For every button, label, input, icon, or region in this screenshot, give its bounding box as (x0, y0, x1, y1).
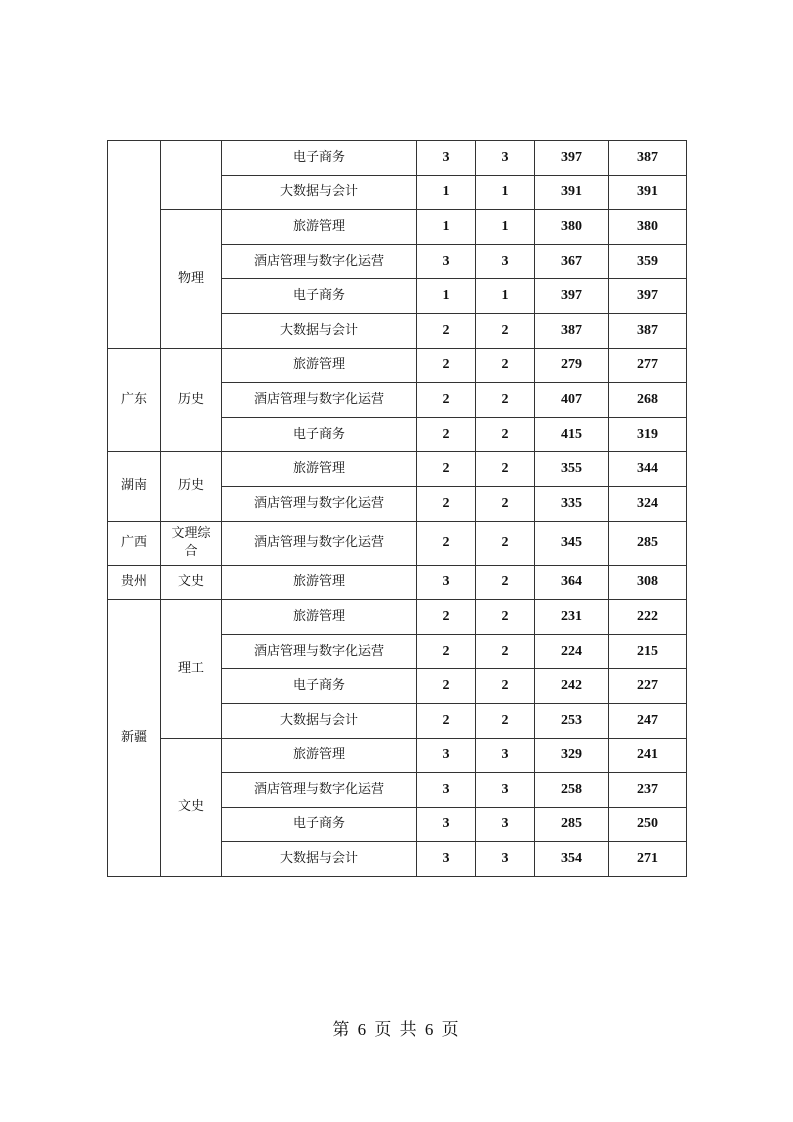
table-row (108, 521, 687, 565)
major-cell: 电子商务 (222, 417, 417, 452)
table-row (108, 452, 687, 487)
major-cell: 电子商务 (222, 669, 417, 704)
max-score-cell: 354 (535, 842, 609, 877)
admitted-count-cell: 3 (476, 738, 535, 773)
subject-cell: 历史 (161, 452, 222, 521)
plan-count-cell: 3 (417, 141, 476, 176)
province-cell: 广东 (108, 348, 161, 452)
admitted-count-cell: 2 (476, 383, 535, 418)
max-score-cell: 387 (535, 313, 609, 348)
table-row (108, 738, 687, 773)
max-score-cell: 415 (535, 417, 609, 452)
plan-count-cell: 2 (417, 383, 476, 418)
major-cell: 酒店管理与数字化运营 (222, 244, 417, 279)
subject-cell: 文史 (161, 565, 222, 600)
major-cell: 电子商务 (222, 279, 417, 314)
major-cell: 电子商务 (222, 141, 417, 176)
admitted-count-cell: 2 (476, 313, 535, 348)
max-score-cell: 380 (535, 210, 609, 245)
min-score-cell: 285 (609, 521, 687, 565)
admitted-count-cell: 2 (476, 669, 535, 704)
admitted-count-cell: 3 (476, 842, 535, 877)
plan-count-cell: 2 (417, 669, 476, 704)
min-score-cell: 308 (609, 565, 687, 600)
admitted-count-cell: 3 (476, 141, 535, 176)
admitted-count-cell: 2 (476, 348, 535, 383)
major-cell: 旅游管理 (222, 348, 417, 383)
major-cell: 大数据与会计 (222, 175, 417, 210)
subject-cell: 文理综合 (161, 521, 222, 565)
major-cell: 旅游管理 (222, 565, 417, 600)
province-cell: 湖南 (108, 452, 161, 521)
max-score-cell: 231 (535, 600, 609, 635)
plan-count-cell: 1 (417, 210, 476, 245)
plan-count-cell: 3 (417, 244, 476, 279)
major-cell: 酒店管理与数字化运营 (222, 773, 417, 808)
plan-count-cell: 3 (417, 807, 476, 842)
min-score-cell: 380 (609, 210, 687, 245)
admitted-count-cell: 2 (476, 521, 535, 565)
major-cell: 酒店管理与数字化运营 (222, 486, 417, 521)
admitted-count-cell: 2 (476, 600, 535, 635)
min-score-cell: 391 (609, 175, 687, 210)
admitted-count-cell: 1 (476, 279, 535, 314)
table-row (108, 141, 687, 176)
min-score-cell: 397 (609, 279, 687, 314)
max-score-cell: 224 (535, 634, 609, 669)
admitted-count-cell: 3 (476, 773, 535, 808)
subject-cell: 文史 (161, 738, 222, 876)
admitted-count-cell: 1 (476, 175, 535, 210)
admission-score-table (107, 140, 687, 877)
max-score-cell: 285 (535, 807, 609, 842)
max-score-cell: 391 (535, 175, 609, 210)
max-score-cell: 345 (535, 521, 609, 565)
plan-count-cell: 2 (417, 348, 476, 383)
min-score-cell: 215 (609, 634, 687, 669)
plan-count-cell: 2 (417, 521, 476, 565)
min-score-cell: 319 (609, 417, 687, 452)
min-score-cell: 271 (609, 842, 687, 877)
min-score-cell: 387 (609, 313, 687, 348)
plan-count-cell: 1 (417, 279, 476, 314)
major-cell: 电子商务 (222, 807, 417, 842)
plan-count-cell: 3 (417, 738, 476, 773)
table-row (108, 210, 687, 245)
max-score-cell: 335 (535, 486, 609, 521)
min-score-cell: 250 (609, 807, 687, 842)
table-row (108, 565, 687, 600)
admitted-count-cell: 2 (476, 452, 535, 487)
plan-count-cell: 2 (417, 634, 476, 669)
major-cell: 大数据与会计 (222, 313, 417, 348)
admitted-count-cell: 3 (476, 244, 535, 279)
min-score-cell: 227 (609, 669, 687, 704)
major-cell: 酒店管理与数字化运营 (222, 634, 417, 669)
subject-cell (161, 141, 222, 210)
major-cell: 大数据与会计 (222, 703, 417, 738)
province-cell: 广西 (108, 521, 161, 565)
subject-cell: 物理 (161, 210, 222, 348)
table-row (108, 348, 687, 383)
max-score-cell: 258 (535, 773, 609, 808)
min-score-cell: 277 (609, 348, 687, 383)
major-cell: 旅游管理 (222, 452, 417, 487)
major-cell: 酒店管理与数字化运营 (222, 383, 417, 418)
min-score-cell: 324 (609, 486, 687, 521)
max-score-cell: 242 (535, 669, 609, 704)
admitted-count-cell: 2 (476, 703, 535, 738)
admitted-count-cell: 2 (476, 634, 535, 669)
max-score-cell: 397 (535, 279, 609, 314)
table-row (108, 600, 687, 635)
min-score-cell: 344 (609, 452, 687, 487)
plan-count-cell: 2 (417, 486, 476, 521)
min-score-cell: 247 (609, 703, 687, 738)
max-score-cell: 364 (535, 565, 609, 600)
admitted-count-cell: 2 (476, 486, 535, 521)
admitted-count-cell: 2 (476, 417, 535, 452)
province-cell: 新疆 (108, 600, 161, 877)
max-score-cell: 397 (535, 141, 609, 176)
province-cell (108, 141, 161, 349)
min-score-cell: 241 (609, 738, 687, 773)
plan-count-cell: 2 (417, 452, 476, 487)
plan-count-cell: 2 (417, 417, 476, 452)
major-cell: 大数据与会计 (222, 842, 417, 877)
subject-cell: 历史 (161, 348, 222, 452)
major-cell: 酒店管理与数字化运营 (222, 521, 417, 565)
plan-count-cell: 3 (417, 565, 476, 600)
subject-cell: 理工 (161, 600, 222, 738)
plan-count-cell: 1 (417, 175, 476, 210)
admitted-count-cell: 2 (476, 565, 535, 600)
max-score-cell: 253 (535, 703, 609, 738)
max-score-cell: 355 (535, 452, 609, 487)
max-score-cell: 279 (535, 348, 609, 383)
max-score-cell: 329 (535, 738, 609, 773)
plan-count-cell: 3 (417, 842, 476, 877)
admitted-count-cell: 1 (476, 210, 535, 245)
min-score-cell: 222 (609, 600, 687, 635)
major-cell: 旅游管理 (222, 210, 417, 245)
admitted-count-cell: 3 (476, 807, 535, 842)
province-cell: 贵州 (108, 565, 161, 600)
plan-count-cell: 2 (417, 703, 476, 738)
min-score-cell: 237 (609, 773, 687, 808)
min-score-cell: 387 (609, 141, 687, 176)
plan-count-cell: 3 (417, 773, 476, 808)
max-score-cell: 407 (535, 383, 609, 418)
max-score-cell: 367 (535, 244, 609, 279)
page-footer: 第 6 页 共 6 页 (332, 1020, 461, 1039)
major-cell: 旅游管理 (222, 738, 417, 773)
major-cell: 旅游管理 (222, 600, 417, 635)
min-score-cell: 268 (609, 383, 687, 418)
plan-count-cell: 2 (417, 600, 476, 635)
min-score-cell: 359 (609, 244, 687, 279)
plan-count-cell: 2 (417, 313, 476, 348)
